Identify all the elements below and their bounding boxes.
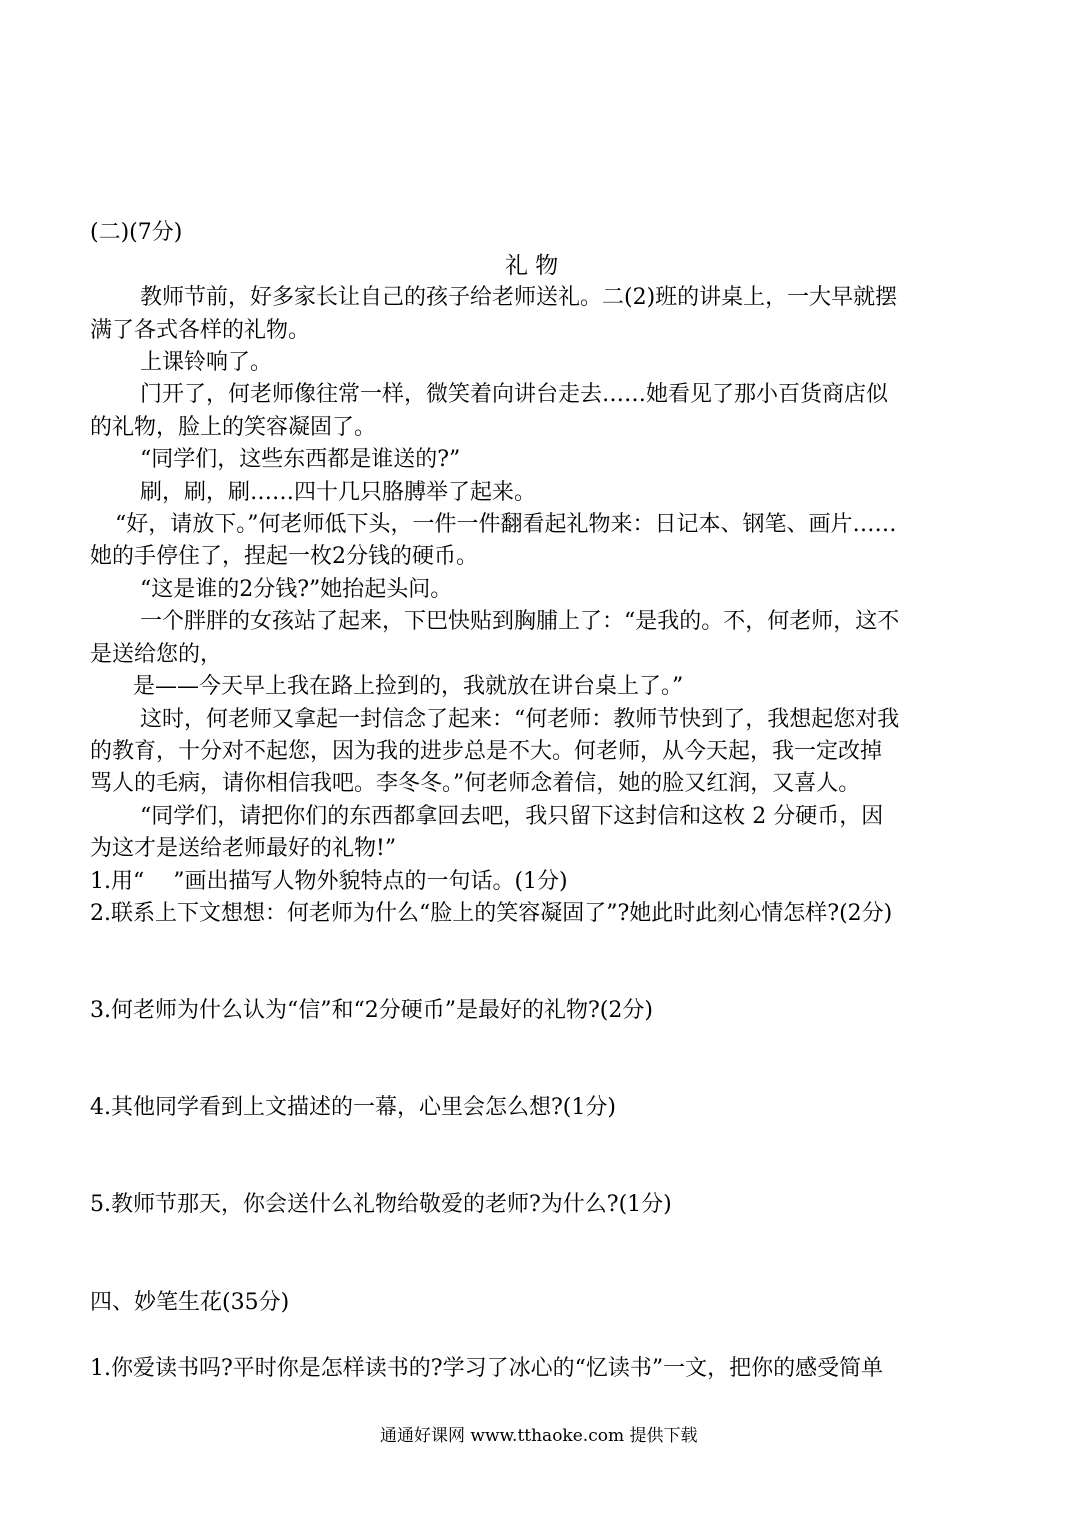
story-line: “好，请放下。”何老师低下头，一件一件翻看起礼物来：日记本、钢笔、画片…… xyxy=(115,512,897,537)
question-3: 3.何老师为什么认为“信”和“2分硬币”是最好的礼物?(2分) xyxy=(90,998,653,1023)
story-line: “同学们，这些东西都是谁送的?” xyxy=(140,447,461,472)
story-line: 一个胖胖的女孩站了起来，下巴快贴到胸脯上了：“是我的。不，何老师，这不 xyxy=(140,609,900,634)
story-line: 的教育，十分对不起您，因为我的进步总是不大。何老师，从今天起，我一定改掉 xyxy=(90,739,883,764)
story-title: 礼 物 xyxy=(505,253,559,279)
section2-header: (二)(7分) xyxy=(90,220,183,245)
page-footer: 通通好课网 www.tthaoke.com 提供下载 xyxy=(380,1426,698,1446)
question-4: 4.其他同学看到上文描述的一幕，心里会怎么想?(1分) xyxy=(90,1095,616,1120)
story-line: 教师节前，好多家长让自己的孩子给老师送礼。二(2)班的讲桌上，一大早就摆 xyxy=(140,285,898,310)
story-line: 是送给您的， xyxy=(90,642,223,667)
story-line: 满了各式各样的礼物。 xyxy=(90,318,311,343)
question-1: 1.用“ ”画出描写人物外貌特点的一句话。(1分) xyxy=(90,869,568,894)
story-line: 上课铃响了。 xyxy=(140,350,273,375)
story-line: 她的手停住了，捏起一枚2分钱的硬币。 xyxy=(90,544,478,569)
story-line: 刷，刷，刷……四十几只胳膊举了起来。 xyxy=(140,480,537,505)
section4-header: 四、妙笔生花(35分) xyxy=(90,1290,290,1315)
story-line: 是——今天早上我在路上捡到的，我就放在讲台桌上了。” xyxy=(133,674,684,699)
story-line: “同学们，请把你们的东西都拿回去吧，我只留下这封信和这枚 2 分硬币，因 xyxy=(140,804,884,829)
story-line: 为这才是送给老师最好的礼物!” xyxy=(90,836,397,861)
story-line: 骂人的毛病，请你相信我吧。李冬冬。”何老师念着信，她的脸又红润，又喜人。 xyxy=(90,771,861,796)
story-line: 门开了，何老师像往常一样，微笑着向讲台走去……她看见了那小百货商店似 xyxy=(140,382,889,407)
question-5: 5.教师节那天，你会送什么礼物给敬爱的老师?为什么?(1分) xyxy=(90,1192,672,1217)
story-line: “这是谁的2分钱?”她抬起头问。 xyxy=(140,577,453,602)
question-2: 2.联系上下文想想：何老师为什么“脸上的笑容凝固了”?她此时此刻心情怎样?(2分) xyxy=(90,901,893,926)
story-line: 的礼物，脸上的笑容凝固了。 xyxy=(90,415,377,440)
section4-question-1: 1.你爱读书吗?平时你是怎样读书的?学习了冰心的“忆读书”一文，把你的感受简单 xyxy=(90,1356,884,1381)
story-line: 这时，何老师又拿起一封信念了起来：“何老师：教师节快到了，我想起您对我 xyxy=(140,707,900,732)
